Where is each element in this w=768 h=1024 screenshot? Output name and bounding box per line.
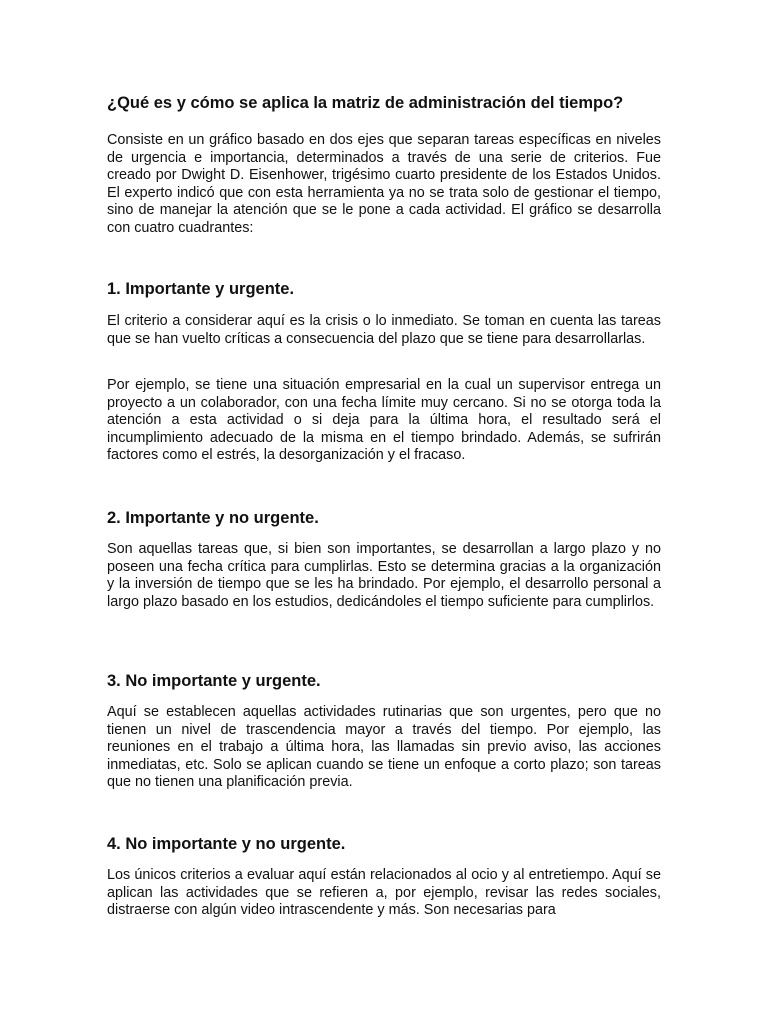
- section-4-paragraph-1: Los únicos criterios a evaluar aquí están relacionados al ocio y al entretiempo. Aquí se aplican las actividades que se refieren a, por ejemplo, revisar las redes sociales, distraerse con algún video intrascendente y más. Son necesarias para: [107, 867, 661, 919]
- section-1-heading: 1. Importante y urgente.: [107, 280, 295, 298]
- section-4-heading: 4. No importante y no urgente.: [107, 835, 346, 853]
- section-2-paragraph-1: Son aquellas tareas que, si bien son importantes, se desarrollan a largo plazo y no poseen una fecha crítica para cumplirlas. Esto se determina gracias a la organización y la inversión de tiempo que se les ha brindado. Por ejemplo, el desarrollo personal a largo plazo basado en los estudios, dedicándoles el tiempo suficiente para cumplirlos.: [107, 541, 661, 610]
- intro-paragraph: Consiste en un gráfico basado en dos ejes que separan tareas específicas en niveles de urgencia e importancia, determinados a través de una serie de criterios. Fue creado por Dwight D. Eisenhower, trigésimo cuarto presidente de los Estados Unidos. El experto indicó que con esta herramienta ya no se trata solo de gestionar el tiempo, sino de manejar la atención que se le pone a cada actividad. El gráfico se desarrolla con cuatro cuadrantes:: [107, 132, 661, 236]
- document-title: ¿Qué es y cómo se aplica la matriz de administración del tiempo?: [107, 94, 624, 112]
- section-1-paragraph-2: Por ejemplo, se tiene una situación empresarial en la cual un supervisor entrega un proyecto a un colaborador, con una fecha límite muy cercano. Si no se otorga toda la atención a esta actividad o si deja para la última hora, el resultado será el incumplimiento adecuado de la misma en el tiempo brindado. Además, se sufrirán factores como el estrés, la desorganización y el fracaso.: [107, 377, 661, 464]
- section-3-heading: 3. No importante y urgente.: [107, 672, 321, 690]
- section-1-paragraph-1: El criterio a considerar aquí es la crisis o lo inmediato. Se toman en cuenta las tareas que se han vuelto críticas a consecuencia del plazo que se tiene para desarrollarlas.: [107, 313, 661, 347]
- section-2-heading: 2. Importante y no urgente.: [107, 509, 319, 527]
- section-3-paragraph-1: Aquí se establecen aquellas actividades rutinarias que son urgentes, pero que no tienen un nivel de trascendencia mayor a través del tiempo. Por ejemplo, las reuniones en el trabajo a última hora, las llamadas sin previo aviso, las acciones inmediatas, etc. Solo se aplican cuando se tiene un enfoque a corto plazo; son tareas que no tienen una planificación previa.: [107, 704, 661, 791]
